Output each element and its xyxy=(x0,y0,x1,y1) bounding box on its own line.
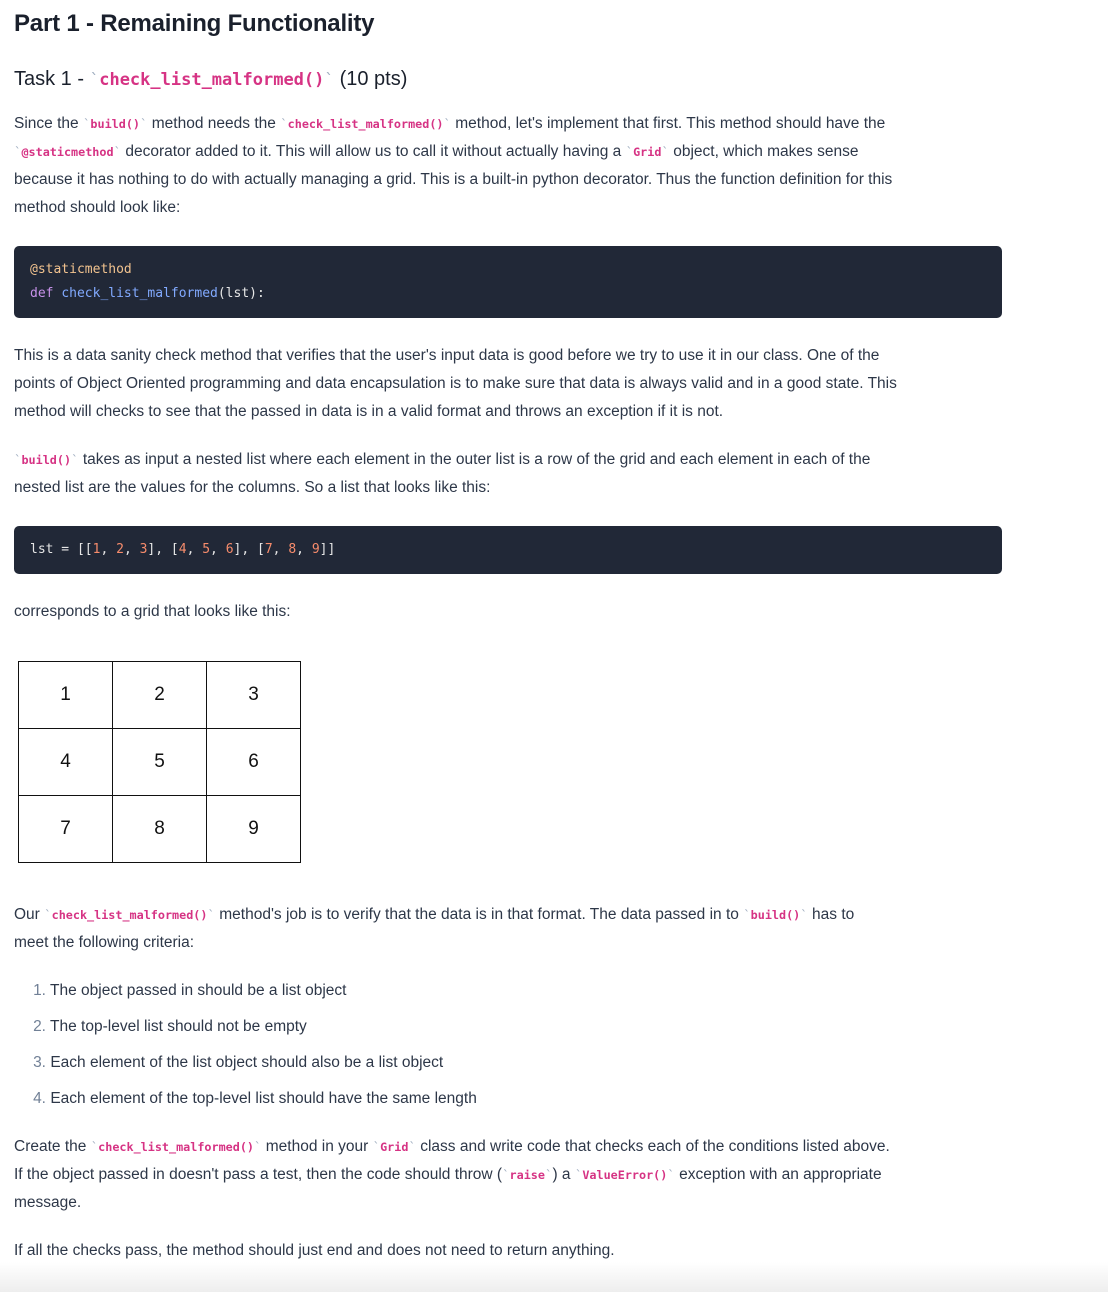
inline-code: Grid xyxy=(380,1140,409,1154)
code-number: 1 xyxy=(92,542,101,557)
grid-cell: 6 xyxy=(207,729,301,796)
bottom-fade xyxy=(0,1262,1108,1292)
part-title: Part 1 - Remaining Functionality xyxy=(14,10,375,37)
intro-text: object, which makes sense xyxy=(668,143,859,160)
task-points: (10 pts) xyxy=(339,68,408,90)
list-item-text: The object passed in should be a list object xyxy=(50,982,347,999)
intro-text: because it has nothing to do with actually managing a grid. This is a built-in python decorator. Thus the function definition for this xyxy=(14,171,893,188)
grid-cell: 3 xyxy=(207,662,301,729)
example-grid-table xyxy=(18,661,301,863)
grid-cell: 2 xyxy=(113,662,207,729)
code-args: (lst): xyxy=(217,286,265,301)
paragraph-line: This is a data sanity check method that verifies that the user's input data is good before we try to use it in our class. One of the xyxy=(14,347,880,364)
sanity-check-paragraph xyxy=(14,342,1004,426)
code-number: 4 xyxy=(178,542,187,557)
inline-code: check_list_malformed() xyxy=(287,117,444,131)
task-method-code: check_list_malformed() xyxy=(99,70,325,90)
inline-code: check_list_malformed() xyxy=(98,1140,254,1154)
grid-cell: 1 xyxy=(19,662,113,729)
paragraph-line: points of Object Oriented programming and data encapsulation is to make sure that data is always valid and in a good state. This xyxy=(14,375,897,392)
intro-text: decorator added to it. This will allow us to call it without actually having a xyxy=(121,143,626,160)
code-number: 7 xyxy=(264,542,273,557)
code-block-list xyxy=(14,526,1002,574)
intro-text: method needs the xyxy=(147,115,281,132)
code-number: 6 xyxy=(225,542,234,557)
code-number: 8 xyxy=(288,542,297,557)
inline-code: @staticmethod xyxy=(21,145,114,159)
task-prefix: Task 1 - xyxy=(14,68,90,90)
grid-cell: 8 xyxy=(113,796,207,863)
grid-cell: 4 xyxy=(19,729,113,796)
code-operator: = xyxy=(53,542,77,557)
paragraph-text: meet the following criteria: xyxy=(14,934,195,951)
paragraph-text: method in your xyxy=(261,1138,373,1155)
paragraph-line: method will checks to see that the passed in data is in a valid format and throws an exception if it is not. xyxy=(14,403,724,420)
inline-code: raise xyxy=(509,1168,545,1182)
code-number: 2 xyxy=(116,542,124,557)
paragraph-text: ) a xyxy=(552,1166,575,1183)
paragraph-text: has to xyxy=(807,906,855,923)
list-number: 3. xyxy=(33,1054,46,1071)
code-decorator: @staticmethod xyxy=(30,262,132,277)
table-row xyxy=(19,662,301,729)
task-heading: Task 1 - `check_list_malformed()` (10 pts) xyxy=(14,68,408,90)
list-item-text: Each element of the top-level list should have the same length xyxy=(50,1090,477,1107)
list-item-text: The top-level list should not be empty xyxy=(50,1018,307,1035)
paragraph-text: nested list are the values for the columns. So a list that looks like this: xyxy=(14,479,491,496)
inline-code: ValueError() xyxy=(582,1168,668,1182)
list-item xyxy=(14,1085,477,1121)
list-number: 2. xyxy=(33,1018,46,1035)
code-line: lst = [[1, 2, 3], [4, 5, 6], [7, 8, 9]] xyxy=(30,542,336,557)
paragraph-text: class and write code that checks each of the conditions listed above. xyxy=(415,1138,890,1155)
code-block-staticmethod xyxy=(14,246,1002,318)
grid-cell: 5 xyxy=(113,729,207,796)
intro-text: Since the xyxy=(14,115,83,132)
grid-cell: 9 xyxy=(207,796,301,863)
table-row xyxy=(19,796,301,863)
final-note-paragraph: If all the checks pass, the method should just end and does not need to return anything. xyxy=(14,1242,615,1259)
paragraph-text: Our xyxy=(14,906,45,923)
paragraph-text: Create the xyxy=(14,1138,91,1155)
grid-intro-paragraph: corresponds to a grid that looks like this: xyxy=(14,603,291,620)
build-input-paragraph: `build()` takes as input a nested list where each element in the outer list is a row of the grid and each element in each of the nested list are the values for the columns. So a list that looks like this: xyxy=(14,451,871,496)
code-variable: lst xyxy=(30,542,54,557)
paragraph-text: If the object passed in doesn't pass a test, then the code should throw ( xyxy=(14,1166,503,1183)
code-number: 5 xyxy=(202,542,211,557)
criteria-list xyxy=(14,977,477,1121)
inline-code: check_list_malformed() xyxy=(51,908,208,922)
code-line xyxy=(30,282,1002,306)
code-keyword: def xyxy=(30,286,54,301)
intro-text: method, let's implement that first. This method should have the xyxy=(450,115,886,132)
list-number: 4. xyxy=(33,1090,46,1107)
list-item-text: Each element of the list object should also be a list object xyxy=(50,1054,444,1071)
code-function-name: check_list_malformed xyxy=(61,286,218,301)
inline-code: build() xyxy=(90,117,140,131)
code-number: 3 xyxy=(139,542,148,557)
code-number: 9 xyxy=(311,542,320,557)
implementation-paragraph: Create the `check_list_malformed()` method in your `Grid` class and write code that checks each of the conditions listed above. If the object passed in doesn't pass a test, then the code should throw (`raise`) a `ValueError()` exception with an appropriate message. xyxy=(14,1138,890,1211)
inline-code: Grid xyxy=(633,145,662,159)
intro-text: method should look like: xyxy=(14,199,181,216)
paragraph-text: takes as input a nested list where each element in the outer list is a row of the grid and each element in each of the xyxy=(78,451,871,468)
inline-code: build() xyxy=(750,908,801,922)
grid-cell: 7 xyxy=(19,796,113,863)
paragraph-text: exception with an appropriate xyxy=(674,1166,882,1183)
list-item xyxy=(14,1049,477,1085)
table-row xyxy=(19,729,301,796)
list-item xyxy=(14,977,477,1013)
paragraph-text: message. xyxy=(14,1194,82,1211)
list-number: 1. xyxy=(33,982,46,999)
inline-code: build() xyxy=(21,453,72,467)
criteria-intro-paragraph: Our `check_list_malformed()` method's job is to verify that the data is in that format. The data passed in to `build()` has to meet the following criteria: xyxy=(14,906,855,951)
intro-paragraph: Since the `build()` method needs the `check_list_malformed()` method, let's implement that first. This method should have the `@staticmethod` decorator added to it. This will allow us to call it without actually having a `Grid` object, which makes sense because it has nothing to do with actually managing a grid. This is a built-in python decorator. Thus the function definition for this method should look like: xyxy=(14,115,893,216)
paragraph-text: method's job is to verify that the data is in that format. The data passed in to xyxy=(214,906,744,923)
code-line xyxy=(30,258,1002,282)
list-item xyxy=(14,1013,477,1049)
